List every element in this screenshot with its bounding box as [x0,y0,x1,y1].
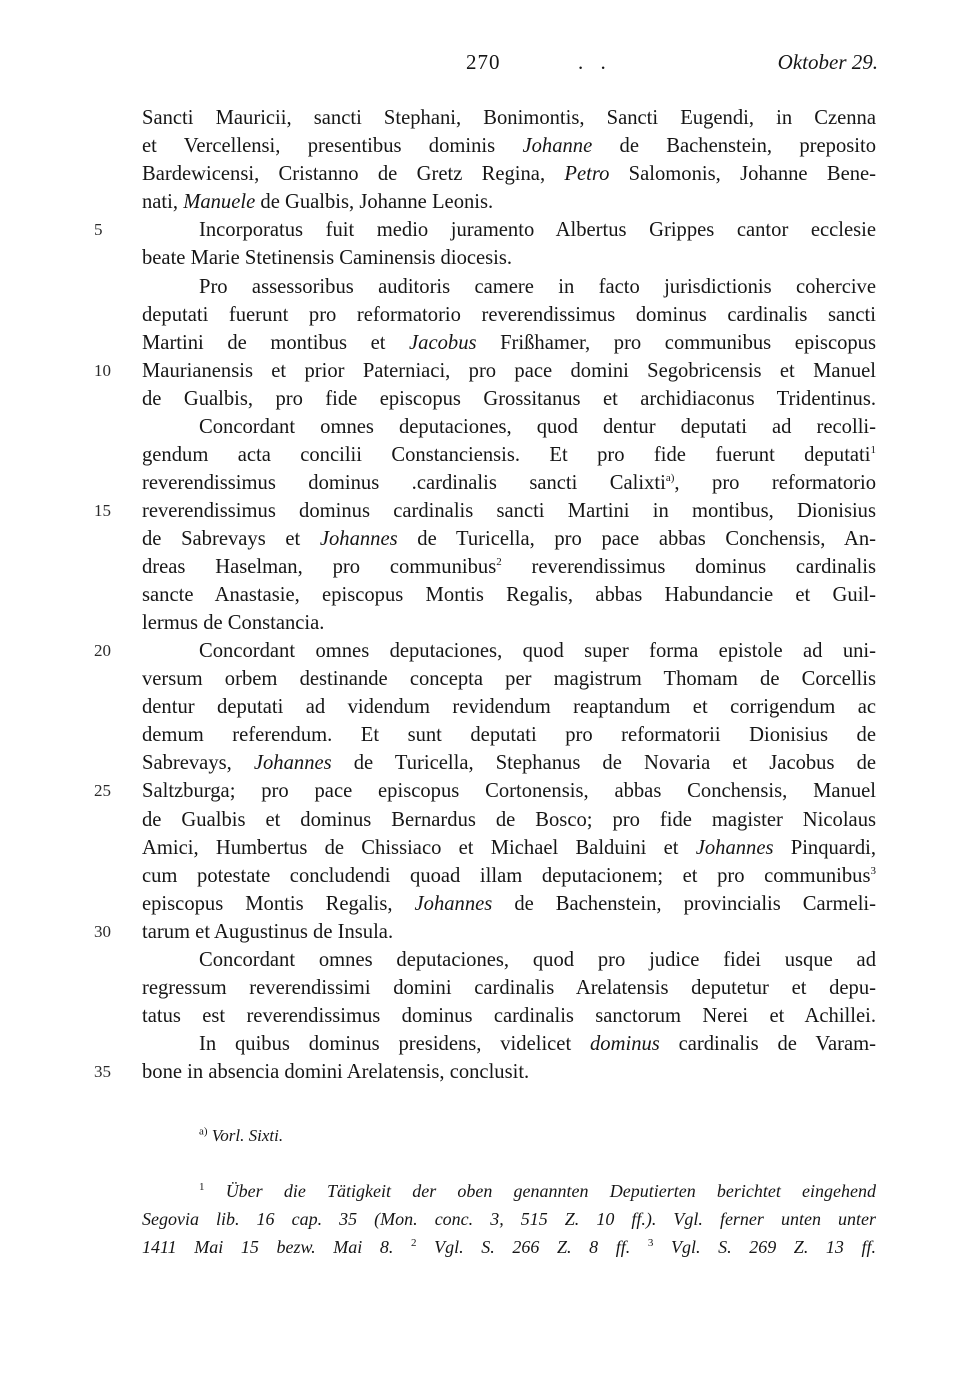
text-line: Bardewicensi, Cristanno de Gretz Regina, Petro Salomonis, Johanne Bene- [142,163,877,185]
footnote-a: $^{a)}$ Vorl. Sixti. [199,1125,284,1145]
text-line: de Gualbis, pro fide episcopus Grossitanus et archidiaconus Tridentinus. [142,388,876,410]
footnote-line: 1411 Mai 15 bezw. Mai 8. $^2$ Vgl. S. 266 Z. 8 ff. $^3$ Vgl. S. 269 Z. 13 ff. [142,1237,877,1257]
text-line: regressum reverendissimi domini cardinalis Arelatensis deputetur et depu- [142,977,876,999]
text-line: bone in absencia domini Arelatensis, conclusit. [142,1061,530,1083]
text-line: Concordant omnes deputaciones, quod super forma epistole ad uni- [199,640,876,662]
line-number-15: 15 [94,501,111,520]
text-line: Amici, Humbertus de Chissiaco et Michael Balduini et Johannes Pinquardi, [142,837,876,859]
text-line: demum referendum. Et sunt deputati pro reformatorii Dionisius de [142,724,876,746]
text-line: Concordant omnes deputaciones, quod dentur deputati ad recolli- [199,416,876,438]
text-line: tarum et Augustinus de Insula. [142,921,394,943]
footnote-1-line: Segovia lib. 16 cap. 35 (Mon. conc. 3, 515 Z. 10 ff.). Vgl. ferner unten unter [142,1209,876,1229]
text-line: tatus est reverendissimus dominus cardinalis sanctorum Nerei et Achillei. [142,1005,876,1027]
running-head-date: Oktober 29. [777,50,878,74]
page-header [0,50,960,82]
line-number-35: 35 [94,1062,111,1081]
text-line: Pro assessoribus auditoris camere in facto jurisdictionis cohercive [199,276,876,298]
footnote-ref-1: 1 [870,444,876,457]
line-number-20: 20 [94,641,111,660]
text-line: episcopus Montis Regalis, Johannes de Bachenstein, provincialis Carmeli- [142,893,876,915]
page-number: 270 [466,50,501,74]
text-line: beate Marie Stetinensis Caminensis diocesis. [142,247,513,269]
footnote-ref-2: 2 [496,556,502,569]
text-line: Sancti Mauricii, sancti Stephani, Bonimontis, Sancti Eugendi, in Czenna [142,107,876,129]
text-line: Maurianensis et prior Paterniaci, pro pace domini Segobricensis et Manuel [142,360,876,382]
text-line: nati, Manuele de Gualbis, Johanne Leonis. [142,191,494,213]
text-line: dreas Haselman, pro communibus$^2$ reverendissimus dominus cardinalis [142,556,876,578]
footnote-1-line: $^1$ Über die Tätigkeit der oben genannten Deputierten berichtet eingehend [199,1181,877,1201]
text-line: reverendissimus dominus .cardinalis sancti Calixti$^{a)}$, pro reformatorio [142,472,876,494]
text-line: et Vercellensi, presentibus dominis Johanne de Bachenstein, preposito [142,135,876,157]
text-line: de Sabrevays et Johannes de Turicella, pro pace abbas Conchensis, An- [142,528,876,550]
footnote-ref-3: 3 [870,865,876,878]
text-line: In quibus dominus presidens, videlicet dominus cardinalis de Varam- [199,1033,877,1055]
text-line: Martini de montibus et Jacobus Frißhamer, pro communibus episcopus [142,332,876,354]
text-line: reverendissimus dominus cardinalis sancti Martini in montibus, Dionisius [142,500,876,522]
text-line: dentur deputati ad videndum revidendum reaptandum et corrigendum ac [142,696,876,718]
text-line: versum orbem destinande concepta per magistrum Thomam de Corcellis [142,668,876,690]
header-dots: . . [578,50,612,74]
line-number-30: 30 [94,922,111,941]
footnote-ref-a: a) [665,472,675,485]
text-line: deputati fuerunt pro reformatorio reverendissimus dominus cardinalis sancti [142,304,876,326]
text-line: Sabrevays, Johannes de Turicella, Stephanus de Novaria et Jacobus de [142,752,877,774]
text-line: Concordant omnes deputaciones, quod pro judice fidei usque ad [199,949,876,971]
text-line: lermus de Constancia. [142,612,325,634]
text-line: gendum acta concilii Constanciensis. Et pro fide fuerunt deputati$^1$ [142,444,876,466]
text-line: cum potestate concludendi quoad illam deputacionem; et pro communibus$^3$ [142,865,876,887]
text-line: de Gualbis et dominus Bernardus de Bosco; pro fide magister Nicolaus [142,809,876,831]
line-number-10: 10 [94,361,111,380]
line-number-5: 5 [94,220,103,239]
text-line: Saltzburga; pro pace episcopus Cortonensis, abbas Conchensis, Manuel [142,780,876,802]
text-line: Incorporatus fuit medio juramento Albertus Grippes cantor ecclesie [199,219,876,241]
text-line: sancte Anastasie, episcopus Montis Regalis, abbas Habundancie et Guil- [142,584,876,606]
line-number-25: 25 [94,781,111,800]
